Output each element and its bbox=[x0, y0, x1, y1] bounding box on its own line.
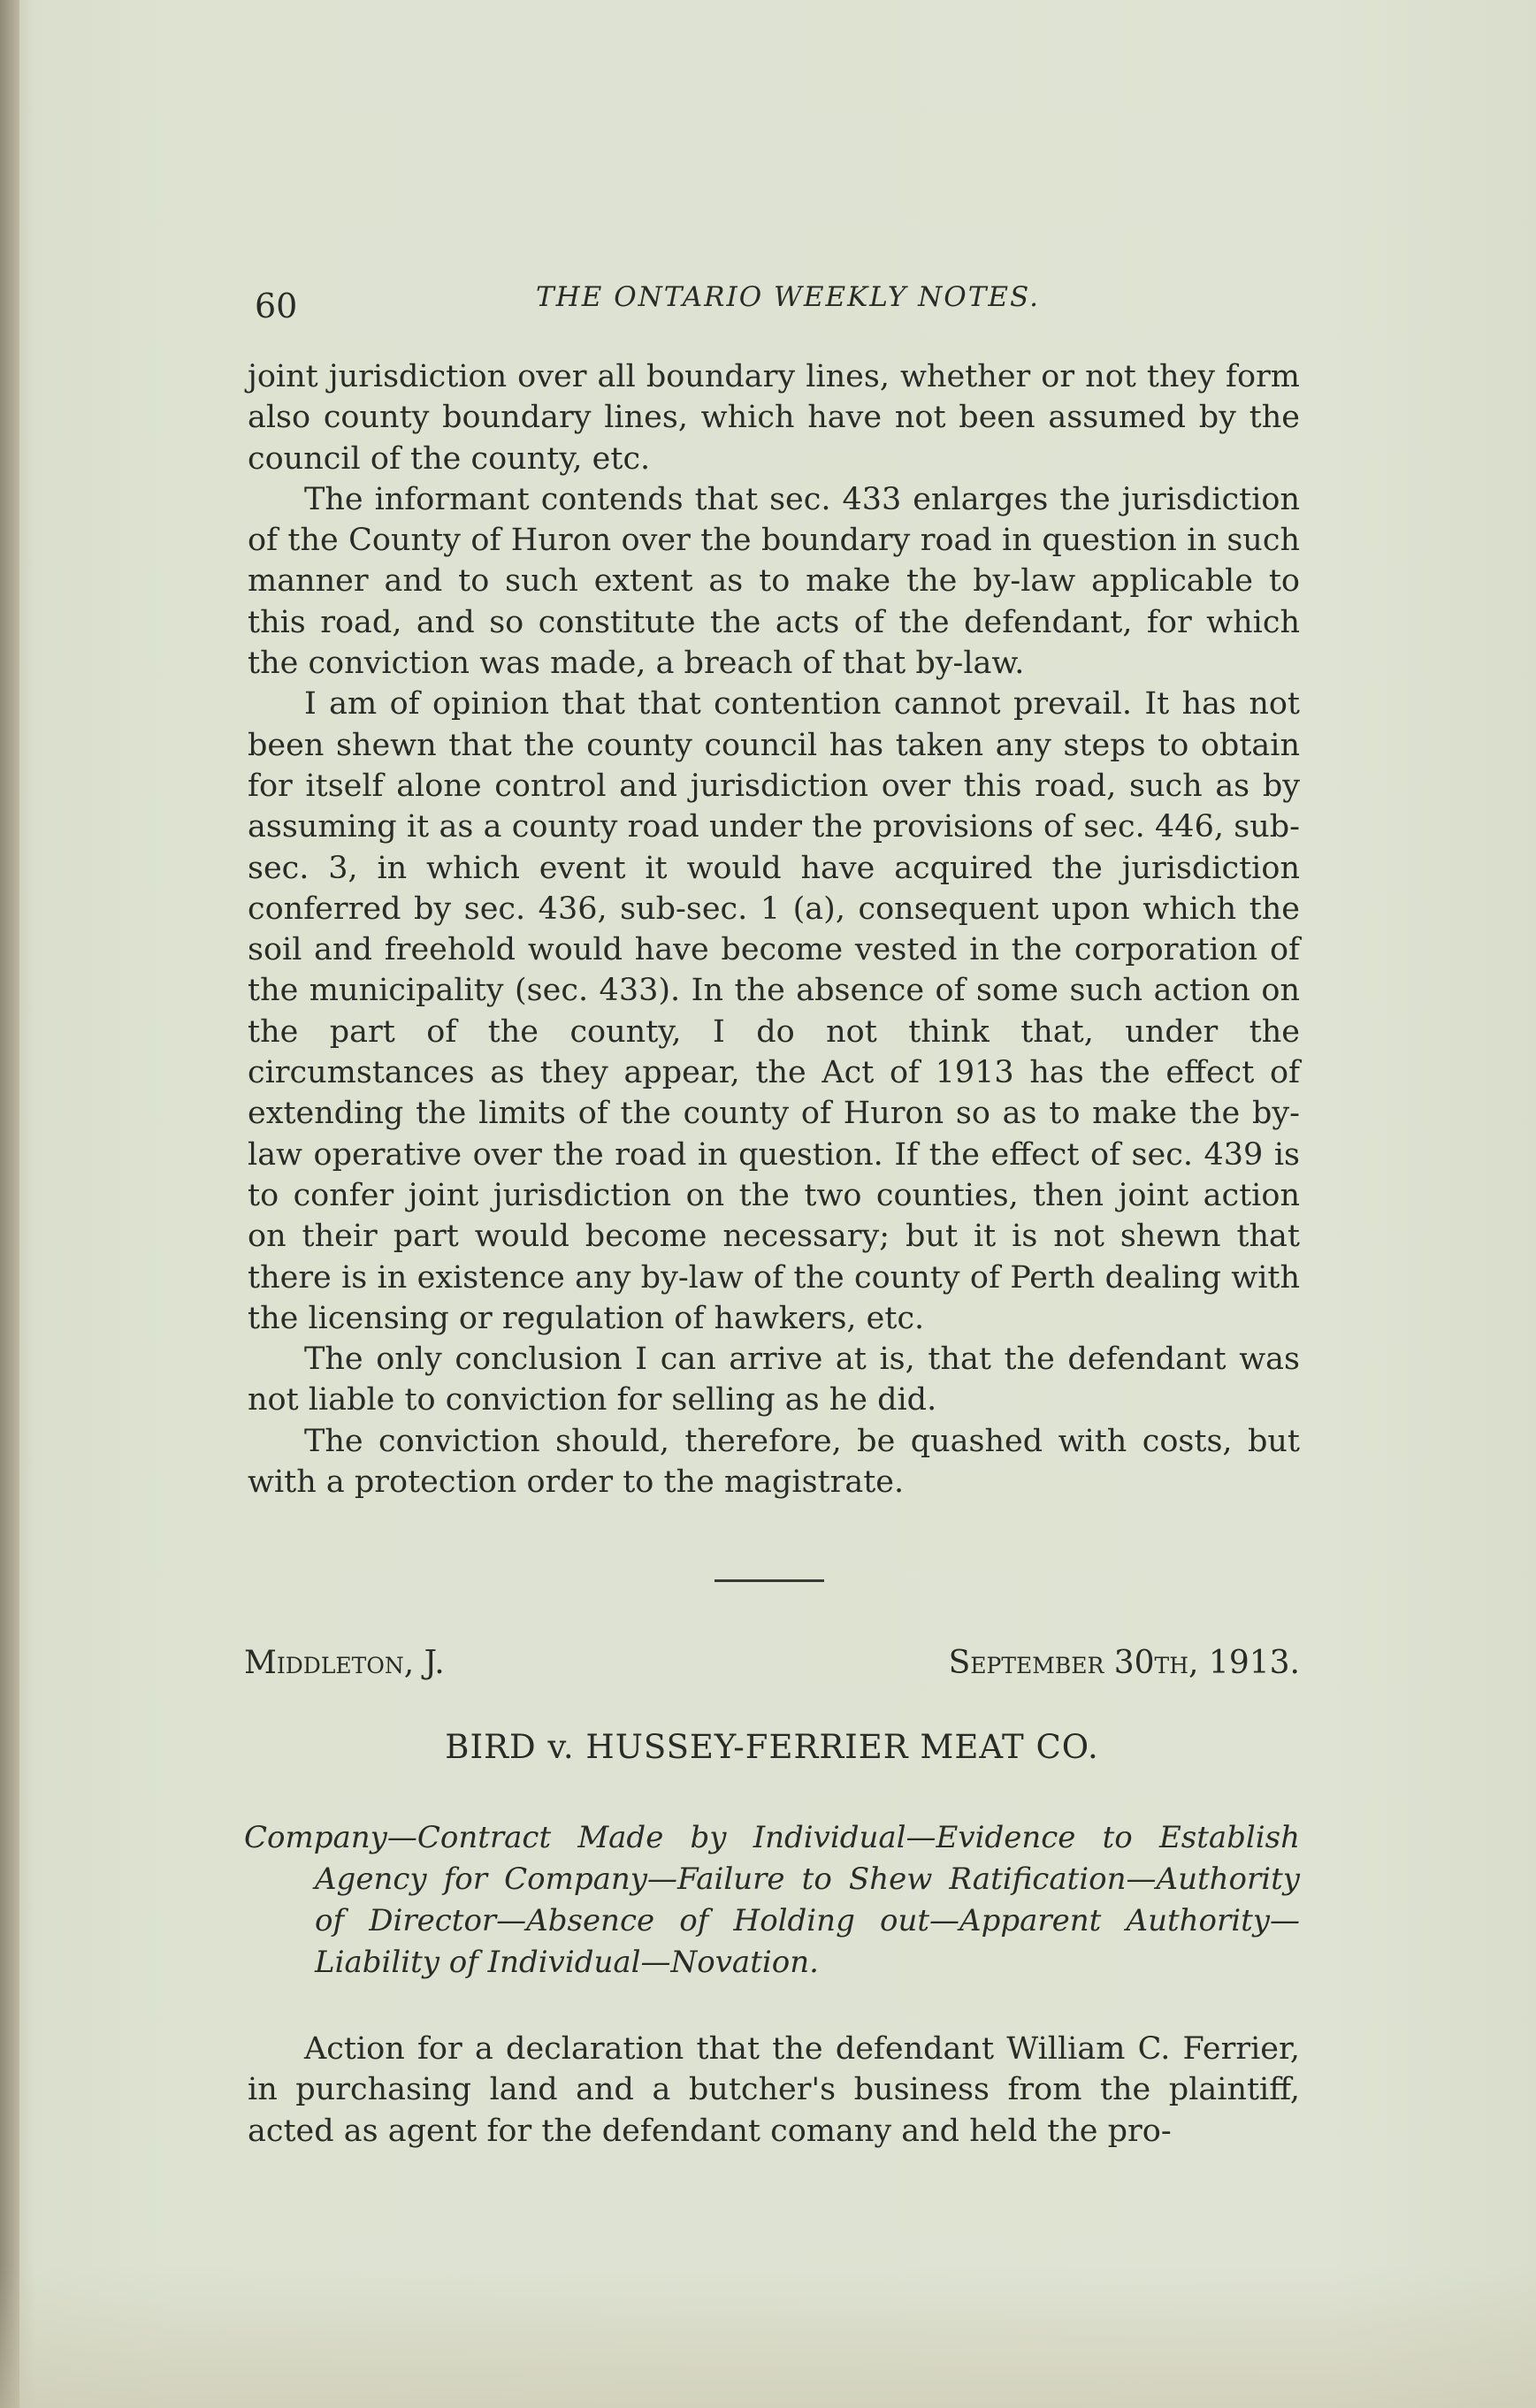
page-number: 60 bbox=[255, 287, 298, 325]
running-title: THE ONTARIO WEEKLY NOTES. bbox=[536, 281, 1040, 313]
page-header bbox=[255, 281, 1298, 325]
paragraph-informant: The informant contends that sec. 433 enlarges the jurisdiction of the County of Huron over the boundary road in question in such manner and to such extent as to make the by-law applicable to this road, and so constitute the acts of the defendant, for which the conviction was made, a breach of that by-law. bbox=[248, 481, 1300, 682]
page-shading bbox=[0, 2267, 1536, 2408]
section-divider bbox=[715, 1579, 824, 1582]
judge-name: Middleton, J. bbox=[244, 1645, 445, 1681]
action-paragraph: Action for a declaration that the defendant William C. Ferrier, in purchasing land and a butcher's business from the plaintiff, acted as agent for the defendant comany and held the pro- bbox=[248, 2031, 1300, 2149]
paragraph-order: The conviction should, therefore, be quashed with costs, but with a protection order to the magistrate. bbox=[248, 1423, 1300, 1501]
paragraph-conclusion: The only conclusion I can arrive at is, that the defendant was not liable to conviction for selling as he did. bbox=[248, 1342, 1300, 1418]
case-headnote: Company—Contract Made by Individual—Evidence to Establish Agency for Company—Failure to Shew Ratification—Authority of Director—Absence of Holding out—Apparent Authority—Liability of Individual—Novation. bbox=[244, 1820, 1300, 1980]
case-judge-date-line bbox=[244, 1645, 1300, 1687]
body-text bbox=[248, 356, 1300, 1502]
paragraph-opinion: I am of opinion that that contention cannot prevail. It has not been shewn that the county council has taken any steps to obtain for itself alone control and jurisdiction over this road, such as by assuming it as a county road under the provisions of sec. 446, sub-sec. 3, in which event it would have acquired the jurisdiction conferred by sec. 436, sub-sec. 1 (a), consequent upon which the soil and freehold would have become vested in the corporation of the municipality (sec. 433). In the absence of some such action on the part of the county, I do not think that, under the circumstances as they appear, the Act of 1913 has the effect of extending the limits of the county of Huron so as to make the by-law operative over the road in question. If the effect of sec. 439 is to confer joint jurisdiction on the two counties, then joint action on their part would become necessary; but it is not shewn that there is in existence any by-law of the county of Perth dealing with the licensing or regulation of hawkers, etc. bbox=[248, 686, 1300, 1336]
paragraph-continuation: joint jurisdiction over all boundary lines, whether or not they form also county boundary lines, which have not been assumed by the council of the county, etc. bbox=[248, 359, 1300, 477]
book-gutter bbox=[0, 0, 19, 2408]
case-title: BIRD v. HUSSEY-FERRIER MEAT CO. bbox=[445, 1728, 1099, 1766]
decision-date: September 30th, 1913. bbox=[948, 1645, 1300, 1681]
